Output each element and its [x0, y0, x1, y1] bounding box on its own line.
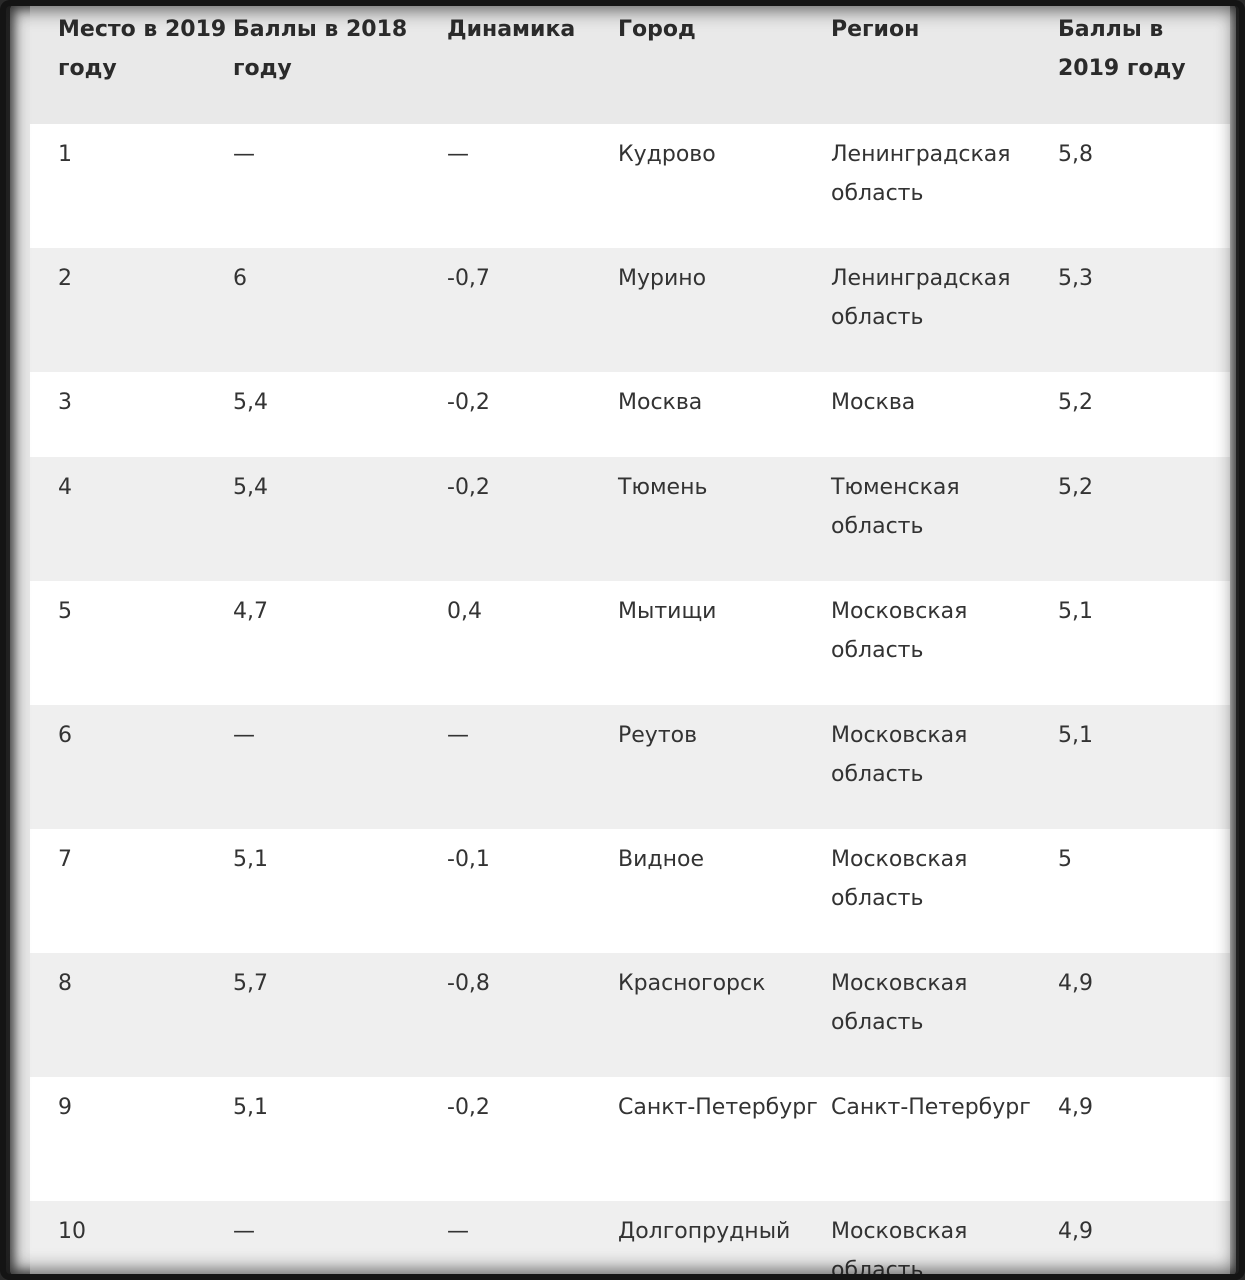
cell-place: 9 [58, 1095, 72, 1120]
cell-score-2018: 5,4 [233, 390, 268, 415]
cell-dynamics: -0,8 [447, 971, 490, 996]
cell-score-2019: 5,1 [1058, 723, 1093, 748]
table-row [30, 1077, 1230, 1201]
table-row [30, 457, 1230, 581]
cell-region: Московская область [831, 599, 968, 663]
cell-score-2019: 5,3 [1058, 266, 1093, 291]
header-place: Место в 2019 году [58, 17, 227, 81]
cell-region: Ленинградская область [831, 266, 1011, 330]
cell-city: Мытищи [618, 599, 717, 624]
cell-dynamics: -0,2 [447, 390, 490, 415]
cell-place: 3 [58, 390, 72, 415]
table-body [30, 124, 1230, 1276]
cell-score-2019: 4,9 [1058, 1219, 1093, 1244]
cell-score-2019: 5,1 [1058, 599, 1093, 624]
cell-score-2018: 5,1 [233, 847, 268, 872]
cell-dynamics: — [447, 142, 469, 167]
cell-score-2018: 6 [233, 266, 247, 291]
cell-city: Видное [618, 847, 704, 872]
cell-place: 8 [58, 971, 72, 996]
cell-place: 7 [58, 847, 72, 872]
cell-score-2018: — [233, 1219, 255, 1244]
table-card [10, 4, 1236, 1276]
cell-city: Мурино [618, 266, 707, 291]
cell-score-2019: 5 [1058, 847, 1072, 872]
table-header [30, 4, 1230, 124]
cell-score-2018: 5,1 [233, 1095, 268, 1120]
cell-dynamics: -0,7 [447, 266, 490, 291]
cell-region: Москва [831, 390, 916, 415]
cell-score-2019: 5,8 [1058, 142, 1093, 167]
cell-score-2018: 5,7 [233, 971, 268, 996]
cell-dynamics: -0,1 [447, 847, 490, 872]
cell-score-2018: 4,7 [233, 599, 268, 624]
cell-score-2019: 4,9 [1058, 1095, 1093, 1120]
cell-score-2019: 5,2 [1058, 390, 1093, 415]
cell-region: Санкт-Петербург [831, 1095, 1031, 1120]
cell-region: Ленинградская область [831, 142, 1011, 206]
cell-score-2018: 5,4 [233, 475, 268, 500]
table-row [30, 248, 1230, 372]
cell-region: Московская область [831, 971, 968, 1035]
cell-place: 2 [58, 266, 72, 291]
header-row [30, 4, 1230, 124]
cell-city: Красногорск [618, 971, 766, 996]
table-row [30, 124, 1230, 248]
table-row [30, 581, 1230, 705]
cell-dynamics: -0,2 [447, 1095, 490, 1120]
cell-place: 4 [58, 475, 72, 500]
header-region: Регион [831, 17, 920, 42]
cell-score-2018: — [233, 142, 255, 167]
cell-region: Московская область [831, 723, 968, 787]
cell-city: Санкт-Петербург [618, 1095, 818, 1120]
table-row [30, 1201, 1230, 1276]
cities-ranking-table [30, 4, 1230, 1276]
cell-score-2019: 5,2 [1058, 475, 1093, 500]
cell-place: 6 [58, 723, 72, 748]
cell-city: Москва [618, 390, 703, 415]
cell-city: Тюмень [618, 475, 708, 500]
cell-score-2019: 4,9 [1058, 971, 1093, 996]
cell-city: Кудрово [618, 142, 716, 167]
header-score-2018: Баллы в 2018 году [233, 17, 408, 81]
header-city: Город [618, 17, 696, 42]
cell-dynamics: — [447, 723, 469, 748]
cell-dynamics: 0,4 [447, 599, 482, 624]
cell-place: 1 [58, 142, 72, 167]
table-row [30, 705, 1230, 829]
cell-region: Тюменская область [831, 475, 960, 539]
cell-dynamics: — [447, 1219, 469, 1244]
table-row [30, 829, 1230, 953]
header-dynamics: Динамика [447, 17, 576, 42]
table-container [30, 4, 1230, 1276]
table-row [30, 372, 1230, 457]
cell-place: 10 [58, 1219, 86, 1244]
cell-city: Реутов [618, 723, 698, 748]
header-score-2019: Баллы в 2019 году [1058, 17, 1186, 81]
cell-city: Долгопрудный [618, 1219, 791, 1244]
cell-region: Московская область [831, 847, 968, 911]
cell-region: Московская область [831, 1219, 968, 1276]
cell-dynamics: -0,2 [447, 475, 490, 500]
cell-score-2018: — [233, 723, 255, 748]
cell-place: 5 [58, 599, 72, 624]
table-row [30, 953, 1230, 1077]
